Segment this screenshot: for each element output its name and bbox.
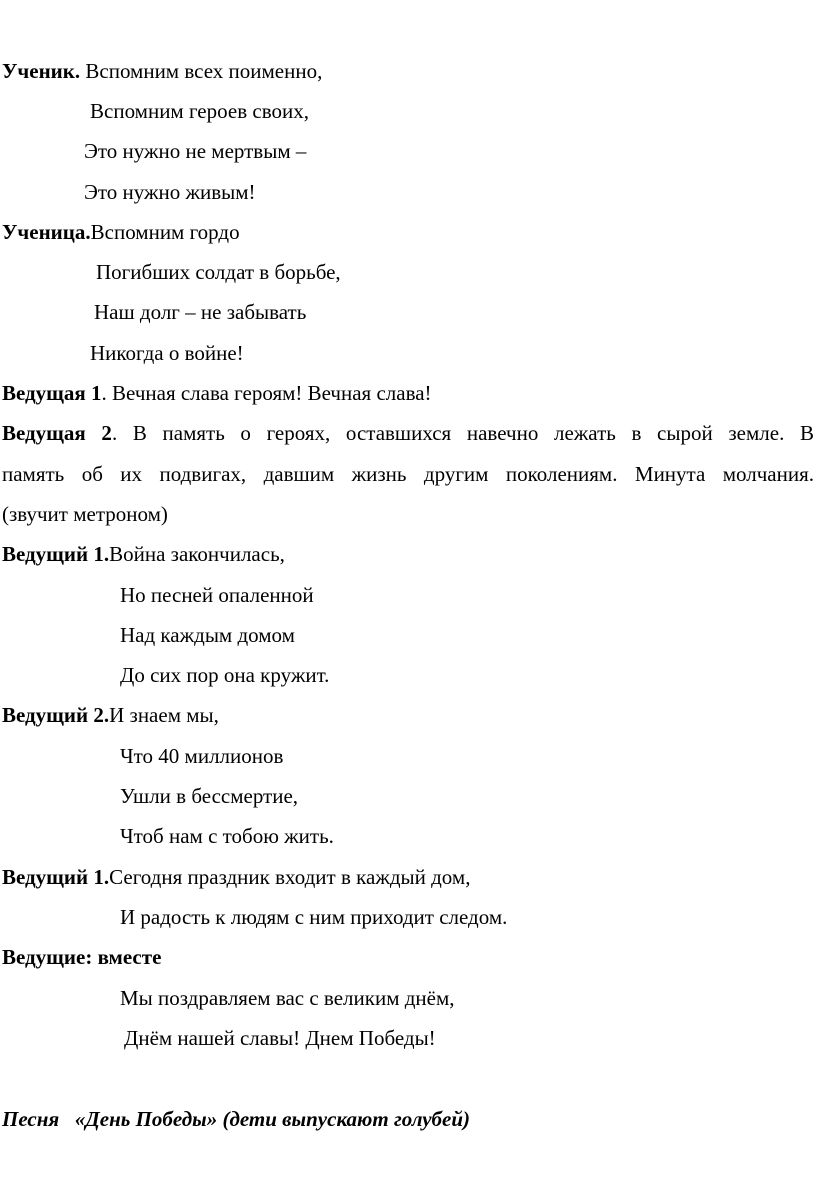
line-host-2 (2, 420, 814, 446)
speaker-label: Ведущая 1 (2, 381, 102, 405)
line-male-host-2 (2, 702, 219, 728)
poem-line: Никогда о войне! (90, 341, 244, 365)
poem-line: Мы поздравляем вас с великим днём, (120, 986, 455, 1010)
speaker-label: Ведущая 2 (2, 421, 112, 445)
poem-line: Над каждым домом (120, 623, 295, 647)
paragraph-line: память об их подвигах, давшим жизнь другим поколениям. Минута молчания. (2, 462, 814, 486)
poem-line: До сих пор она кружит. (120, 663, 330, 687)
line-text: . В память о героях, оставшихся навечно лежать в сырой земле. В (111, 421, 815, 445)
poem-line: Что 40 миллионов (120, 744, 284, 768)
poem-line: И радость к людям с ним приходит следом. (120, 905, 508, 929)
poem-line: Днём нашей славы! Днем Победы! (124, 1026, 436, 1050)
song-title: Песня «День Победы» (дети выпускают голубей) (2, 1107, 470, 1131)
poem-line: Это нужно не мертвым – (84, 139, 307, 163)
poem-line: Погибших солдат в борьбе, (96, 260, 341, 284)
line-male-host-1b (2, 864, 470, 890)
line-host-1 (2, 380, 432, 406)
line-student-1 (2, 58, 322, 84)
speaker-label: Ученица. (2, 220, 91, 244)
poem-line: Чтоб нам с тобою жить. (120, 824, 334, 848)
line-male-host-1 (2, 541, 285, 567)
speaker-label: Ведущий 1. (2, 865, 110, 889)
poem-line: Наш долг – не забывать (94, 300, 307, 324)
line-student-2 (2, 219, 240, 245)
line-text: И знаем мы, (109, 703, 219, 727)
speaker-label: Ведущий 2. (2, 703, 110, 727)
poem-line: Это нужно живым! (84, 180, 256, 204)
line-text: Вспомним гордо (90, 220, 240, 244)
line-text: Война закончилась, (109, 542, 285, 566)
speaker-label: Ученик. (2, 59, 81, 83)
speaker-label: Ведущие: вместе (2, 945, 162, 969)
poem-line: Вспомним героев своих, (90, 99, 309, 123)
line-text: . Вечная слава героям! Вечная слава! (101, 381, 432, 405)
poem-line: Ушли в бессмертие, (120, 784, 299, 808)
line-hosts-together (2, 944, 161, 970)
line-text: Вспомним всех поименно, (80, 59, 323, 83)
speaker-label: Ведущий 1. (2, 542, 110, 566)
line-text: Сегодня праздник входит в каждый дом, (109, 865, 471, 889)
stage-direction: (звучит метроном) (2, 502, 168, 526)
poem-line: Но песней опаленной (120, 583, 314, 607)
